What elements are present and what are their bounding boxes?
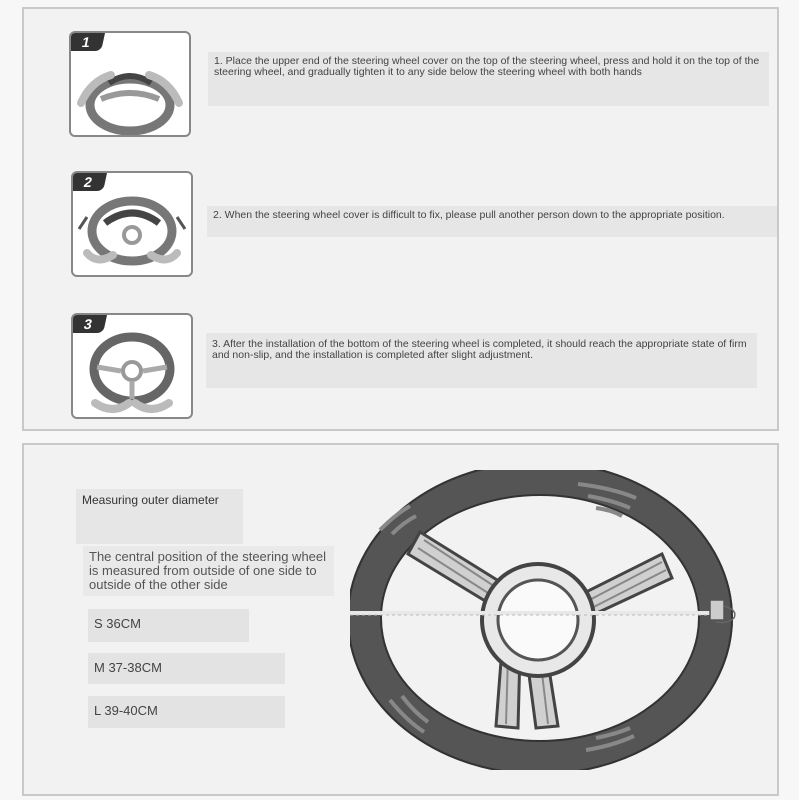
hand-icon	[135, 403, 169, 409]
step-3-text: 3. After the installation of the bottom of the steering wheel is completed, it should reach the appropriate state of firm and non-slip, and the installation is completed after slight adjustment.	[206, 333, 757, 388]
step-2-text: 2. When the steering wheel cover is difficult to fix, please pull another person down to the appropriate position.	[207, 206, 777, 237]
step-2-illustration	[71, 171, 193, 277]
size-option-l: L 39-40CM	[88, 696, 285, 728]
hand-icon	[95, 403, 129, 409]
step-3-illustration	[71, 313, 193, 419]
step-number-badge: 1	[69, 33, 105, 51]
step-number-badge: 3	[71, 315, 107, 333]
measure-description: The central position of the steering wheel is measured from outside of one side to outside of the other side	[83, 546, 334, 596]
steering-wheel-diagram	[350, 470, 750, 770]
step-1-illustration	[69, 31, 191, 137]
size-option-s: S 36CM	[88, 609, 249, 642]
measure-title: Measuring outer diameter	[76, 489, 243, 544]
step-number-badge: 2	[71, 173, 107, 191]
size-option-m: M 37-38CM	[88, 653, 285, 684]
step-1-text: 1. Place the upper end of the steering wheel cover on the top of the steering wheel, press and hold it on the top of the steering wheel, and gradually tighten it to any side below the steering wheel with both hands	[208, 52, 769, 106]
